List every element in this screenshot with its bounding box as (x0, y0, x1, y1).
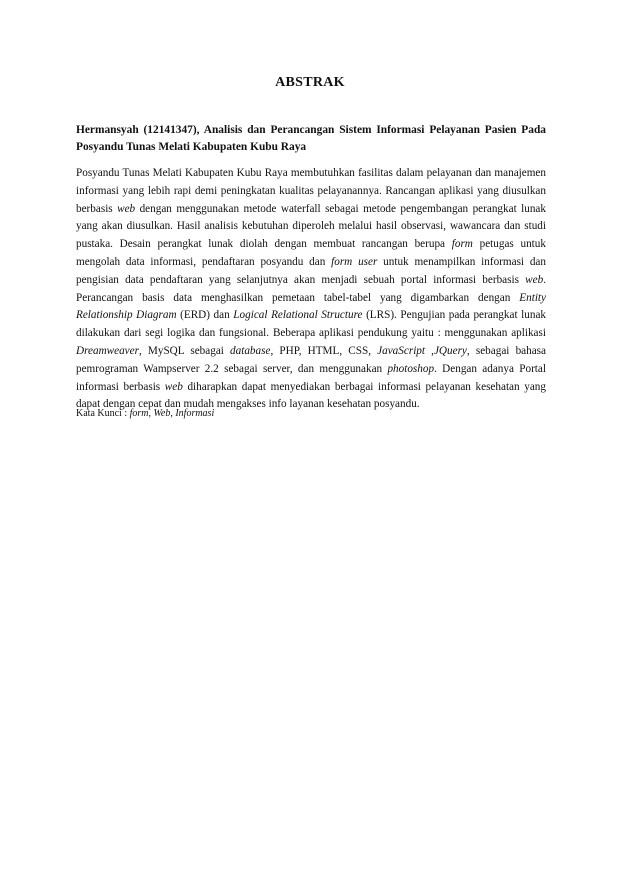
body-text-italic: Dreamweaver (76, 344, 139, 357)
keywords-label: Kata Kunci : (76, 408, 130, 419)
body-text: Posyandu Tunas Melati Kabupaten Kubu Raya membutuhkan fasilitas dalam pelayanan dan manajemen informasi yang lebih rapi demi peningkatan kualitas pelayanannya. Rancangan aplikasi yang diusulkan berbasis (76, 167, 546, 215)
body-text: , MySQL sebagai (138, 344, 231, 357)
body-text: (ERD) dan (176, 309, 234, 322)
body-text-italic: photoshop (387, 362, 435, 375)
body-text-italic: Logical Relational Structure (233, 309, 363, 322)
body-text: diharapkan dapat menyediakan berbagai informasi pelayanan kesehatan yang dapat dengan cepat dan mudah mengakses info layanan kesehatan posyandu. (76, 380, 546, 411)
body-text-italic: form user (331, 255, 378, 268)
body-text: , PHP, HTML, CSS, (270, 344, 378, 357)
body-text-italic: web (164, 380, 183, 393)
body-text-italic: database (230, 344, 271, 357)
body-text-italic: JavaScript (377, 344, 425, 357)
abstract-heading: Hermansyah (12141347), Analisis dan Perancangan Sistem Informasi Pelayanan Pasien Pada Posyandu Tunas Melati Kabupaten Kubu Raya (76, 124, 546, 153)
body-text: petugas untuk mengolah data informasi, pendaftaran posyandu dan (76, 238, 546, 268)
body-text-italic: JQuery (433, 344, 467, 357)
body-text: , (425, 344, 434, 357)
body-text-italic: web (525, 273, 544, 286)
body-text: . Dengan adanya Portal informasi berbasis (76, 362, 546, 393)
body-text: untuk menampilkan informasi dan pengisian data pendaftaran yang selanjutnya akan menjadi sebuah portal informasi berbasis (76, 255, 546, 286)
body-text: (LRS). Pengujian pada perangkat lunak dilakukan dari segi logika dan fungsional. Beberapa aplikasi pendukung yaitu : menggunakan aplikasi (76, 309, 546, 340)
keywords-line (76, 407, 546, 421)
body-text: dengan menggunakan metode waterfall sebagai metode pengembangan perangkat lunak yang akan diusulkan. Hasil analisis kebutuhan diperoleh melalui hasil observasi, wawancara dan studi pustaka. Desain perangkat lunak diolah dengan membuat rancangan berupa (76, 202, 546, 251)
page-title: ABSTRAK (275, 75, 345, 90)
keywords-values: form, Web, Informasi (129, 408, 215, 419)
body-text-italic: Entity Relationship Diagram (76, 291, 546, 322)
body-text: , sebagai bahasa pemrograman Wampserver 2.2 sebagai server, dan menggunakan (76, 344, 547, 375)
body-text-italic: web (117, 202, 136, 215)
body-text-italic: form (451, 238, 473, 251)
abstract-body (76, 165, 546, 414)
body-text: . Perancangan basis data menghasilkan pemetaan tabel-tabel yang digambarkan dengan (76, 273, 546, 304)
